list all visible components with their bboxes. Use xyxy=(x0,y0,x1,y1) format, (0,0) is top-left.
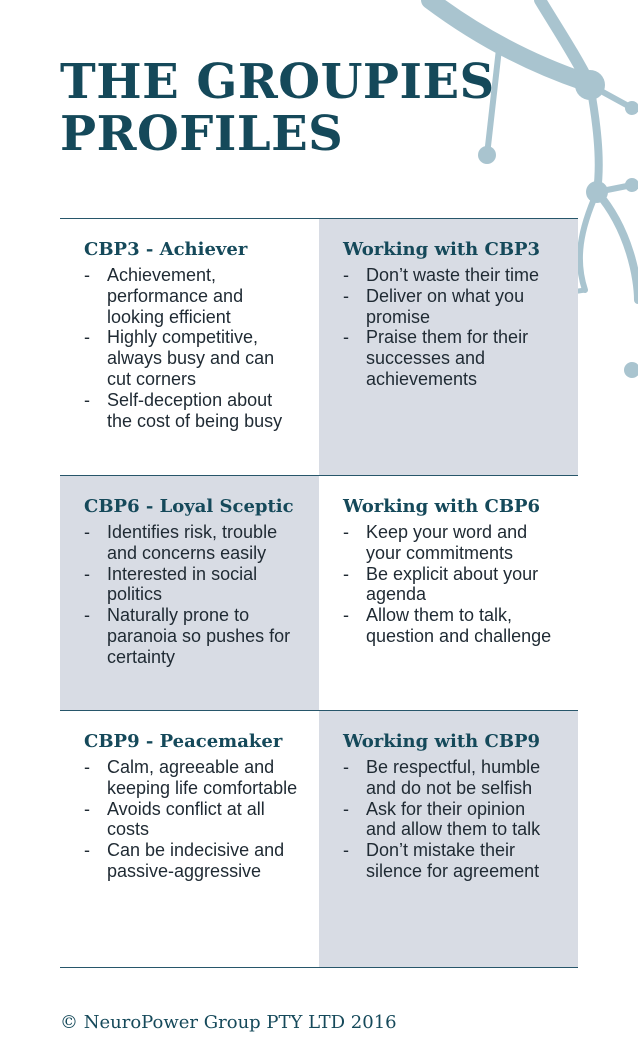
list-item: - Keep your word and your commitments xyxy=(343,522,560,564)
bullet-list xyxy=(343,265,560,390)
cell-heading: CBP9 - Peacemaker xyxy=(84,731,283,752)
title-line-1: THE GROUPIES xyxy=(60,54,495,110)
cell-heading: Working with CBP6 xyxy=(343,496,541,517)
page-title xyxy=(60,56,495,160)
list-item: - Don’t waste their time xyxy=(343,265,560,286)
list-item: - Calm, agreeable and keeping life comfortable xyxy=(84,757,301,799)
cbp6-working-cell xyxy=(319,476,578,710)
list-item: - Avoids conflict at all costs xyxy=(84,799,301,841)
profile-row-cbp3 xyxy=(60,219,578,475)
cbp9-traits-cell xyxy=(60,711,319,967)
cell-heading: Working with CBP9 xyxy=(343,731,541,752)
list-item: - Can be indecisive and passive-aggressive xyxy=(84,840,301,882)
list-item: - Achievement, performance and looking efficient xyxy=(84,265,301,327)
list-item: - Interested in social politics xyxy=(84,564,301,606)
cbp9-working-cell xyxy=(319,711,578,967)
bullet-list xyxy=(84,757,301,882)
cell-heading: Working with CBP3 xyxy=(343,239,541,260)
title-line-2: PROFILES xyxy=(60,106,344,162)
profile-row-cbp6 xyxy=(60,475,578,710)
profiles-table xyxy=(60,218,578,968)
list-item: - Naturally prone to paranoia so pushes for certainty xyxy=(84,605,301,667)
bullet-list xyxy=(343,757,560,882)
list-item: - Deliver on what you promise xyxy=(343,286,560,328)
bullet-list xyxy=(84,522,301,668)
list-item: - Highly competitive, always busy and can cut corners xyxy=(84,327,301,389)
list-item: - Be respectful, humble and do not be selfish xyxy=(343,757,560,799)
list-item: - Identifies risk, trouble and concerns easily xyxy=(84,522,301,564)
copyright-footer: © NeuroPower Group PTY LTD 2016 xyxy=(60,1012,397,1033)
list-item: - Praise them for their successes and achievements xyxy=(343,327,560,389)
cell-heading: CBP3 - Achiever xyxy=(84,239,248,260)
cbp3-traits-cell xyxy=(60,219,319,475)
bullet-list xyxy=(84,265,301,431)
cbp3-working-cell xyxy=(319,219,578,475)
profile-row-cbp9 xyxy=(60,710,578,967)
list-item: - Self-deception about the cost of being busy xyxy=(84,390,301,432)
bullet-list xyxy=(343,522,560,647)
list-item: - Allow them to talk, question and challenge xyxy=(343,605,560,647)
cell-heading: CBP6 - Loyal Sceptic xyxy=(84,496,294,517)
list-item: - Don’t mistake their silence for agreement xyxy=(343,840,560,882)
list-item: - Ask for their opinion and allow them to talk xyxy=(343,799,560,841)
cbp6-traits-cell xyxy=(60,476,319,710)
list-item: - Be explicit about your agenda xyxy=(343,564,560,606)
